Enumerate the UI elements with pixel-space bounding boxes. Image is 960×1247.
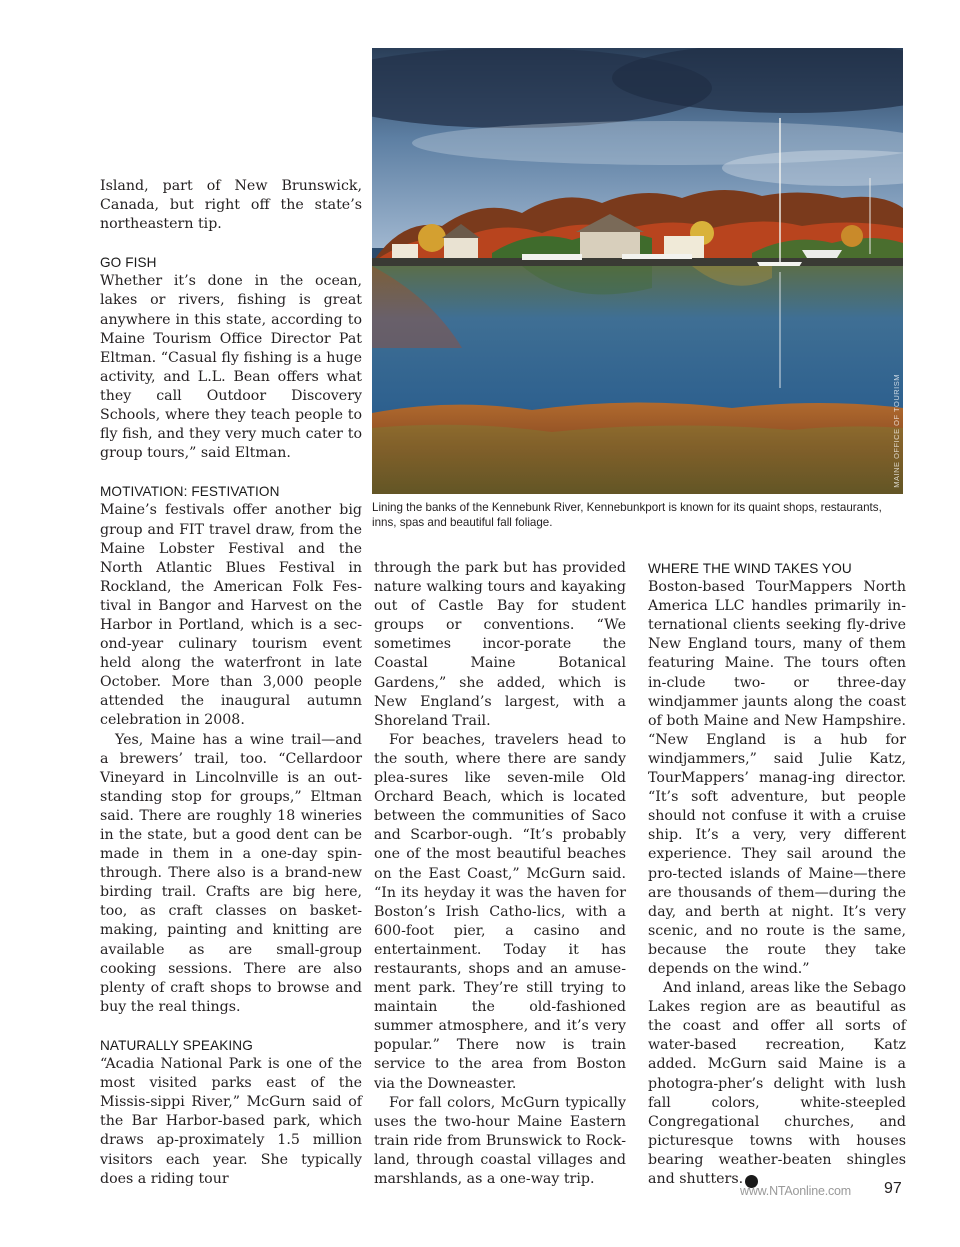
inland-paragraph-text: And inland, areas like the Sebago Lakes region are as beautiful as the coast and offer all sorts of water-based recreation, Katz added. McGurn said Maine is a photogra-pher’s delight with lush fall colors, white-steepled Congregational churches, and picturesque towns with houses bearing weather-beaten shingles and shutters. xyxy=(648,980,906,1187)
kennebunk-river-photo xyxy=(372,48,903,494)
windjammer-paragraph: Boston-based TourMappers North America LLC handles primarily in-ternational clients seeking fly-drive New England tours, many of them featuring Maine. The tours often in-clude two- or three-day windjammer jaunts along the coast of both Maine and New Hampshire. “New England is a hub for windjammers,” said Julie Katz, TourMappers’ manag-ing director. “It’s soft adventure, but people should not confuse it with a cruise ship. It’s a very, very different experience. They sail around the pro-tected islands of Maine—there are thousands of them—during the day, and berth at night. It’s very scenic, and no route is the same, because the route they take depends on the wind.” xyxy=(648,579,906,977)
section-heading-naturally-speaking: NATURALLY SPEAKING xyxy=(100,1037,253,1053)
text-column-2 xyxy=(374,559,626,1189)
park-continued-paragraph: through the park but has provided nature walking tours and kayaking out of Castle Bay for student groups or conventions. “We sometimes incor-porate the Coastal Maine Botanical Gardens,” she added, which is New England’s largest, with a Shoreland Trail. xyxy=(374,560,626,729)
section-heading-go-fish: GO FISH xyxy=(100,255,157,271)
photo-credit: MAINE OFFICE OF TOURISM xyxy=(892,374,901,488)
intro-paragraph: Island, part of New Brunswick, Canada, but right off the state’s northeastern tip. xyxy=(100,178,362,233)
page-number: 97 xyxy=(884,1180,902,1197)
footer-website: www.NTAonline.com xyxy=(740,1184,851,1198)
photo-illustration xyxy=(372,48,903,494)
naturally-speaking-paragraph: “Acadia National Park is one of the most visited parks east of the Missis-sippi River,” McGurn said of the Bar Harbor-based park, which draws ap-proximately 1.5 million visitors each year. She typically does a riding tour xyxy=(100,1056,362,1187)
motivation-paragraph-1: Maine’s festivals offer another big group and FIT travel draw, from the Maine Lobster Festival and the North Atlantic Blues Festival in Rockland, the American Folk Fes-tival in Bangor and Harvest on the Harbor in Portland, which is a sec-ond-year culinary tourism event held along the waterfront in late October. More than 3,000 people attended the inaugural autumn celebration in 2008. xyxy=(100,502,362,729)
text-column-1 xyxy=(100,177,362,1189)
fall-colors-paragraph: For fall colors, McGurn typically uses the two-hour Maine Eastern train ride from Brunswick to Rock-land, through coastal villages and marshlands, as a one-way trip. xyxy=(374,1094,626,1187)
article-end-mark-icon: C xyxy=(745,1175,758,1188)
text-column-3 xyxy=(648,559,906,1189)
section-heading-motivation: MOTIVATION: FESTIVATION xyxy=(100,484,280,500)
inland-paragraph xyxy=(648,979,906,1189)
motivation-paragraph-2: Yes, Maine has a wine trail—and a brewers’ trail, too. “Cellardoor Vineyard in Lincolnville is an out-standing stop for groups,” Eltman said. There are roughly 18 wineries in the state, but a good dent can be made in them in a one-day spin-through. There also is a brand-new birding trail. Crafts are big here, too, as craft classes on basket-making, painting and knitting are available as are small-group cooking sessions. There are also plenty of craft shops to browse and buy the real things. xyxy=(100,731,362,1015)
section-heading-wind: WHERE THE WIND TAKES YOU xyxy=(648,561,852,576)
beaches-paragraph: For beaches, travelers head to the south, where there are sandy plea-sures like seven-mile Old Orchard Beach, which is located between the communities of Saco and Scarbor-ough. “It’s probably one of the most beautiful beaches on the East Coast,” McGurn said. “In its heyday it was the haven for Boston’s Irish Catho-lics, with a 600-foot pier, a casino and entertainment. Today it has restaurants, shops and an amuse-ment park. They’re still trying to maintain the old-fashioned summer atmosphere, and it’s very popular.” There now is train service to the area from Boston via the Downeaster. xyxy=(374,731,626,1092)
photo-caption: Lining the banks of the Kennebunk River, Kennebunkport is known for its quaint shops, restaurants, inns, spas and beautiful fall foliage. xyxy=(372,501,882,529)
go-fish-paragraph: Whether it’s done in the ocean, lakes or rivers, fishing is great anywhere in this state, according to Maine Tourism Office Director Pat Eltman. “Casual fly fishing is a huge activity, and L.L. Bean offers what they call Outdoor Discovery Schools, where they teach people to fly fish, and they very much cater to group tours,” said Eltman. xyxy=(100,273,362,462)
